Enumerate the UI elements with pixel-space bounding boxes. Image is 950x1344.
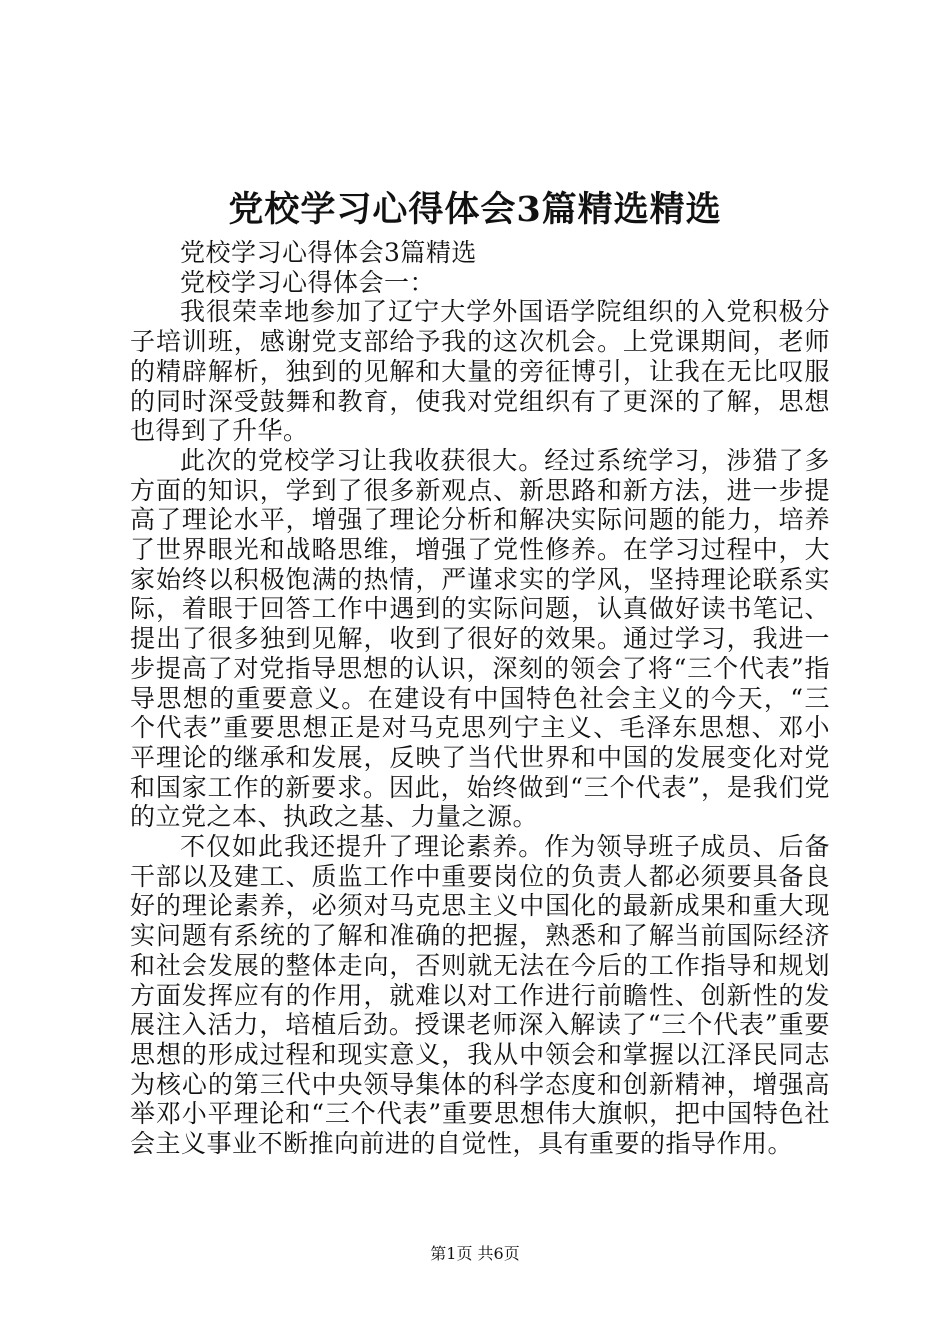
page-number-footer: 第1页 共6页: [430, 1244, 520, 1263]
body-paragraph: 不仅如此我还提升了理论素养。作为领导班子成员、后备干部以及建工、质监工作中重要岗位的负责人都必须要具备良好的理论素养，必须对马克思主义中国化的最新成果和重大现实问题有系统的了解和准确的把握，熟悉和了解当前国际经济和社会发展的整体走向，否则就无法在今后的工作指导和规划方面发挥应有的作用，就难以对工作进行前瞻性、创新性的发展注入活力，培植后劲。授课老师深入解读了“三个代表”重要思想的形成过程和现实意义，我从中领会和掌握以江泽民同志为核心的第三代中央领导集体的科学态度和创新精神，增强高举邓小平理论和“三个代表”重要思想伟大旗帜，把中国特色社会主义事业不断推向前进的自觉性，具有重要的指导作用。: [130, 832, 830, 1159]
document-body: [130, 238, 830, 1159]
body-paragraph: 此次的党校学习让我收获很大。经过系统学习，涉猎了多方面的知识，学到了很多新观点、新思路和新方法，进一步提高了理论水平，增强了理论分析和解决实际问题的能力，培养了世界眼光和战略思维，增强了党性修养。在学习过程中，大家始终以积极饱满的热情，严谨求实的学风，坚持理论联系实际，着眼于回答工作中遇到的实际问题，认真做好读书笔记、提出了很多独到见解，收到了很好的效果。通过学习，我进一步提高了对党指导思想的认识，深刻的领会了将“三个代表”指导思想的重要意义。在建设有中国特色社会主义的今天，“三个代表”重要思想正是对马克思列宁主义、毛泽东思想、邓小平理论的继承和发展，反映了当代世界和中国的发展变化对党和国家工作的新要求。因此，始终做到“三个代表”，是我们党的立党之本、执政之基、力量之源。: [130, 445, 830, 832]
document-title: 党校学习心得体会3篇精选精选: [228, 189, 722, 230]
body-paragraph: 我很荣幸地参加了辽宁大学外国语学院组织的入党积极分子培训班，感谢党支部给予我的这次机会。上党课期间，老师的精辟解析，独到的见解和大量的旁征博引，让我在无比叹服的同时深受鼓舞和教育，使我对党组织有了更深的了解，思想也得到了升华。: [130, 297, 830, 446]
section-heading: 党校学习心得体会一：: [180, 267, 436, 297]
subtitle-paragraph: 党校学习心得体会3篇精选: [180, 238, 477, 267]
